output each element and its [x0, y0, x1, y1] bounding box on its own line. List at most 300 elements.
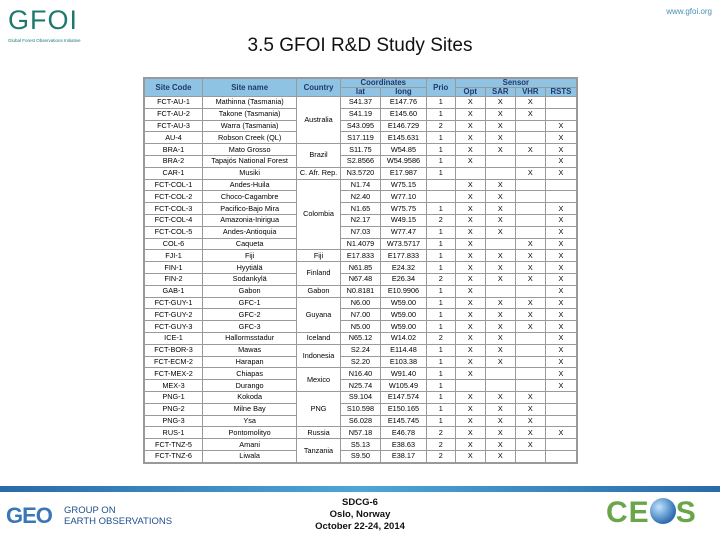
table-row	[145, 97, 577, 109]
prio-cell: 2	[426, 120, 455, 132]
lat-cell: S10.598	[340, 403, 380, 415]
site-name-cell: Amani	[203, 439, 297, 451]
rsts-cell	[545, 97, 576, 109]
opt-cell: X	[455, 155, 485, 167]
site-code-cell: FCT-TNZ-5	[145, 439, 203, 451]
country-cell: Fiji	[297, 250, 341, 262]
site-name-cell: Pacifico-Bajo Mira	[203, 203, 297, 215]
table-row	[145, 179, 577, 191]
vhr-cell	[515, 332, 545, 344]
vhr-cell: X	[515, 427, 545, 439]
lat-cell: S6.028	[340, 415, 380, 427]
opt-cell	[455, 380, 485, 392]
country-cell: Finland	[297, 262, 341, 286]
rsts-cell	[545, 191, 576, 203]
long-cell: W75.15	[381, 179, 427, 191]
site-code-cell: FCT-ECM-2	[145, 356, 203, 368]
site-code-cell: PNG-3	[145, 415, 203, 427]
lat-cell: S9.50	[340, 450, 380, 462]
table-row	[145, 356, 577, 368]
country-cell: Iceland	[297, 332, 341, 344]
table-row	[145, 214, 577, 226]
opt-cell: X	[455, 285, 485, 297]
header-long: long	[381, 88, 427, 97]
opt-cell: X	[455, 415, 485, 427]
long-cell: E145.631	[381, 132, 427, 144]
rsts-cell: X	[545, 262, 576, 274]
lat-cell: N1.74	[340, 179, 380, 191]
site-code-cell: BRA-1	[145, 144, 203, 156]
study-sites-table	[143, 77, 578, 464]
prio-cell: 1	[426, 132, 455, 144]
table-row	[145, 167, 577, 179]
lat-cell: S9.104	[340, 391, 380, 403]
site-name-cell: Tapajós National Forest	[203, 155, 297, 167]
lat-cell: S17.119	[340, 132, 380, 144]
prio-cell: 1	[426, 144, 455, 156]
long-cell: E147.76	[381, 97, 427, 109]
vhr-cell	[515, 132, 545, 144]
table-row	[145, 321, 577, 333]
website-url[interactable]: www.gfoi.org	[666, 7, 712, 16]
lat-cell: N2.17	[340, 214, 380, 226]
vhr-cell: X	[515, 108, 545, 120]
rsts-cell: X	[545, 167, 576, 179]
rsts-cell: X	[545, 321, 576, 333]
table-row	[145, 380, 577, 392]
sar-cell: X	[485, 391, 515, 403]
rsts-cell: X	[545, 344, 576, 356]
site-code-cell: MEX-3	[145, 380, 203, 392]
table-row	[145, 144, 577, 156]
site-code-cell: FCT-BOR-3	[145, 344, 203, 356]
sar-cell	[485, 368, 515, 380]
country-cell: C. Afr. Rep.	[297, 167, 341, 179]
table-row	[145, 427, 577, 439]
site-name-cell: Amazonia-Inirigua	[203, 214, 297, 226]
lat-cell: N25.74	[340, 380, 380, 392]
prio-cell: 2	[426, 427, 455, 439]
sar-cell	[485, 380, 515, 392]
header-country: Country	[297, 79, 341, 97]
prio-cell: 1	[426, 391, 455, 403]
vhr-cell: X	[515, 238, 545, 250]
lat-cell: S41.37	[340, 97, 380, 109]
site-name-cell: Sodankylä	[203, 273, 297, 285]
site-code-cell: PNG-1	[145, 391, 203, 403]
table-row	[145, 108, 577, 120]
opt-cell: X	[455, 108, 485, 120]
long-cell: E145.745	[381, 415, 427, 427]
long-cell: E145.60	[381, 108, 427, 120]
long-cell: E150.165	[381, 403, 427, 415]
rsts-cell	[545, 439, 576, 451]
sar-cell: X	[485, 439, 515, 451]
ceos-logo	[606, 496, 706, 532]
geo-logo-mark: GEO	[6, 503, 52, 528]
sar-cell	[485, 285, 515, 297]
vhr-cell	[515, 203, 545, 215]
site-code-cell: FCT-GUY-2	[145, 309, 203, 321]
opt-cell: X	[455, 97, 485, 109]
lat-cell: N67.48	[340, 273, 380, 285]
sar-cell: X	[485, 97, 515, 109]
lat-cell: N5.00	[340, 321, 380, 333]
prio-cell: 2	[426, 332, 455, 344]
site-name-cell: GFC-1	[203, 297, 297, 309]
opt-cell: X	[455, 439, 485, 451]
rsts-cell: X	[545, 356, 576, 368]
rsts-cell: X	[545, 238, 576, 250]
lat-cell: N57.18	[340, 427, 380, 439]
vhr-cell: X	[515, 262, 545, 274]
lat-cell: N7.00	[340, 309, 380, 321]
country-cell: Tanzania	[297, 439, 341, 463]
sar-cell: X	[485, 297, 515, 309]
prio-cell: 1	[426, 356, 455, 368]
vhr-cell	[515, 380, 545, 392]
site-name-cell: Kokoda	[203, 391, 297, 403]
site-name-cell: Liwala	[203, 450, 297, 462]
rsts-cell: X	[545, 380, 576, 392]
opt-cell: X	[455, 179, 485, 191]
geo-logo	[6, 503, 186, 529]
long-cell: W77.10	[381, 191, 427, 203]
opt-cell: X	[455, 191, 485, 203]
long-cell: E46.78	[381, 427, 427, 439]
opt-cell: X	[455, 132, 485, 144]
long-cell: W59.00	[381, 297, 427, 309]
site-name-cell: Mato Grosso	[203, 144, 297, 156]
table-row	[145, 203, 577, 215]
lat-cell: S5.13	[340, 439, 380, 451]
footer-band	[0, 486, 720, 492]
site-name-cell: Andes-Huila	[203, 179, 297, 191]
prio-cell: 1	[426, 97, 455, 109]
table-row	[145, 332, 577, 344]
rsts-cell	[545, 108, 576, 120]
site-code-cell: ICE-1	[145, 332, 203, 344]
header-site-name: Site name	[203, 79, 297, 97]
rsts-cell	[545, 179, 576, 191]
sar-cell: X	[485, 321, 515, 333]
site-code-cell: FCT-TNZ-6	[145, 450, 203, 462]
sar-cell: X	[485, 132, 515, 144]
site-name-cell: Robson Creek (QL)	[203, 132, 297, 144]
vhr-cell: X	[515, 309, 545, 321]
meeting-location: Oslo, Norway	[329, 509, 391, 520]
opt-cell: X	[455, 344, 485, 356]
header-sensor: Sensor	[455, 79, 576, 88]
opt-cell: X	[455, 332, 485, 344]
site-name-cell: Gabon	[203, 285, 297, 297]
opt-cell: X	[455, 356, 485, 368]
prio-cell: 1	[426, 238, 455, 250]
table-row	[145, 403, 577, 415]
table-row	[145, 309, 577, 321]
lat-cell: N6.00	[340, 297, 380, 309]
prio-cell: 1	[426, 415, 455, 427]
country-cell: Guyana	[297, 297, 341, 332]
site-code-cell: FJI-1	[145, 250, 203, 262]
long-cell: W75.75	[381, 203, 427, 215]
rsts-cell: X	[545, 297, 576, 309]
site-code-cell: FIN-2	[145, 273, 203, 285]
sar-cell: X	[485, 262, 515, 274]
rsts-cell: X	[545, 273, 576, 285]
prio-cell: 1	[426, 285, 455, 297]
sar-cell: X	[485, 250, 515, 262]
rsts-cell	[545, 450, 576, 462]
long-cell: E38.63	[381, 439, 427, 451]
prio-cell: 1	[426, 368, 455, 380]
site-code-cell: FCT-COL-3	[145, 203, 203, 215]
opt-cell: X	[455, 273, 485, 285]
site-code-cell: AU-4	[145, 132, 203, 144]
opt-cell: X	[455, 226, 485, 238]
site-name-cell: GFC-2	[203, 309, 297, 321]
country-cell: Mexico	[297, 368, 341, 392]
site-code-cell: PNG-2	[145, 403, 203, 415]
table-row	[145, 368, 577, 380]
prio-cell: 1	[426, 167, 455, 179]
long-cell: E24.32	[381, 262, 427, 274]
lat-cell: S43.095	[340, 120, 380, 132]
prio-cell: 1	[426, 108, 455, 120]
long-cell: W91.40	[381, 368, 427, 380]
site-name-cell: Pontomolityo	[203, 427, 297, 439]
sar-cell: X	[485, 120, 515, 132]
geo-logo-text	[64, 505, 172, 527]
table-row	[145, 262, 577, 274]
site-name-cell: Hallormsstadur	[203, 332, 297, 344]
geo-line-1: GROUP ON	[64, 505, 116, 516]
site-code-cell: FCT-AU-2	[145, 108, 203, 120]
site-name-cell: GFC-3	[203, 321, 297, 333]
site-code-cell: FCT-COL-1	[145, 179, 203, 191]
site-name-cell: Mathinna (Tasmania)	[203, 97, 297, 109]
site-name-cell: Ysa	[203, 415, 297, 427]
meeting-name: SDCG-6	[342, 497, 378, 508]
lat-cell: S2.24	[340, 344, 380, 356]
lat-cell: N1.4079	[340, 238, 380, 250]
site-name-cell: Milne Bay	[203, 403, 297, 415]
opt-cell	[455, 167, 485, 179]
site-code-cell: FCT-COL-2	[145, 191, 203, 203]
vhr-cell	[515, 191, 545, 203]
prio-cell: 1	[426, 297, 455, 309]
prio-cell: 1	[426, 203, 455, 215]
vhr-cell	[515, 356, 545, 368]
lat-cell: N1.65	[340, 203, 380, 215]
meeting-info	[280, 497, 440, 533]
sar-cell: X	[485, 427, 515, 439]
vhr-cell	[515, 450, 545, 462]
site-code-cell: BRA-2	[145, 155, 203, 167]
sar-cell: X	[485, 415, 515, 427]
ceos-text-right: S	[675, 496, 697, 529]
long-cell: E103.38	[381, 356, 427, 368]
prio-cell: 1	[426, 380, 455, 392]
site-name-cell: Warra (Tasmania)	[203, 120, 297, 132]
vhr-cell	[515, 285, 545, 297]
prio-cell: 2	[426, 450, 455, 462]
site-code-cell: FCT-GUY-3	[145, 321, 203, 333]
opt-cell: X	[455, 309, 485, 321]
lat-cell: S11.75	[340, 144, 380, 156]
sar-cell: X	[485, 108, 515, 120]
opt-cell: X	[455, 403, 485, 415]
sar-cell: X	[485, 144, 515, 156]
lat-cell: N16.40	[340, 368, 380, 380]
vhr-cell: X	[515, 167, 545, 179]
sar-cell: X	[485, 191, 515, 203]
country-cell: Russia	[297, 427, 341, 439]
rsts-cell: X	[545, 285, 576, 297]
site-name-cell: Choco-Cagambre	[203, 191, 297, 203]
site-code-cell: RUS-1	[145, 427, 203, 439]
long-cell: W105.49	[381, 380, 427, 392]
long-cell: E147.574	[381, 391, 427, 403]
rsts-cell: X	[545, 427, 576, 439]
opt-cell: X	[455, 144, 485, 156]
table-row	[145, 391, 577, 403]
site-name-cell: Mawas	[203, 344, 297, 356]
opt-cell: X	[455, 427, 485, 439]
prio-cell: 1	[426, 262, 455, 274]
table-row	[145, 155, 577, 167]
lat-cell: N65.12	[340, 332, 380, 344]
sar-cell: X	[485, 214, 515, 226]
long-cell: E17.987	[381, 167, 427, 179]
prio-cell: 1	[426, 226, 455, 238]
opt-cell: X	[455, 238, 485, 250]
header-sar: SAR	[485, 88, 515, 97]
table-row	[145, 415, 577, 427]
vhr-cell	[515, 155, 545, 167]
opt-cell: X	[455, 450, 485, 462]
prio-cell: 2	[426, 214, 455, 226]
gfoi-logo-subtext: Global Forest Observations Initiative	[8, 38, 81, 43]
rsts-cell	[545, 403, 576, 415]
table-row	[145, 191, 577, 203]
vhr-cell	[515, 344, 545, 356]
lat-cell: N2.40	[340, 191, 380, 203]
header-prio: Prio	[426, 79, 455, 97]
table-row	[145, 297, 577, 309]
rsts-cell: X	[545, 368, 576, 380]
prio-cell	[426, 191, 455, 203]
vhr-cell: X	[515, 97, 545, 109]
vhr-cell	[515, 120, 545, 132]
vhr-cell: X	[515, 297, 545, 309]
prio-cell: 1	[426, 250, 455, 262]
site-code-cell: CAR-1	[145, 167, 203, 179]
lat-cell: N61.85	[340, 262, 380, 274]
rsts-cell: X	[545, 203, 576, 215]
table-row	[145, 439, 577, 451]
site-code-cell: FIN-1	[145, 262, 203, 274]
header-lat: lat	[340, 88, 380, 97]
rsts-cell: X	[545, 144, 576, 156]
lat-cell: N3.5720	[340, 167, 380, 179]
opt-cell: X	[455, 368, 485, 380]
table-row	[145, 238, 577, 250]
prio-cell: 1	[426, 309, 455, 321]
prio-cell: 1	[426, 344, 455, 356]
site-name-cell: Takone (Tasmania)	[203, 108, 297, 120]
vhr-cell: X	[515, 391, 545, 403]
lat-cell: S2.8566	[340, 155, 380, 167]
sar-cell	[485, 167, 515, 179]
sar-cell	[485, 238, 515, 250]
table-row	[145, 250, 577, 262]
site-name-cell: Hyytiälä	[203, 262, 297, 274]
vhr-cell	[515, 368, 545, 380]
header-opt: Opt	[455, 88, 485, 97]
opt-cell: X	[455, 214, 485, 226]
rsts-cell: X	[545, 132, 576, 144]
gfoi-logo-text: GFOI	[8, 5, 78, 35]
meeting-dates: October 22-24, 2014	[315, 521, 405, 532]
rsts-cell	[545, 391, 576, 403]
long-cell: W54.85	[381, 144, 427, 156]
long-cell: W59.00	[381, 309, 427, 321]
prio-cell: 1	[426, 321, 455, 333]
opt-cell: X	[455, 262, 485, 274]
opt-cell: X	[455, 391, 485, 403]
rsts-cell: X	[545, 155, 576, 167]
header-coordinates: Coordinates	[340, 79, 426, 88]
long-cell: W73.5717	[381, 238, 427, 250]
vhr-cell: X	[515, 250, 545, 262]
sar-cell: X	[485, 226, 515, 238]
site-name-cell: Caqueta	[203, 238, 297, 250]
site-name-cell: Durango	[203, 380, 297, 392]
site-name-cell: Chiapas	[203, 368, 297, 380]
country-cell: Brazil	[297, 144, 341, 168]
vhr-cell: X	[515, 321, 545, 333]
long-cell: E38.17	[381, 450, 427, 462]
header-rsts: RSTS	[545, 88, 576, 97]
table-row	[145, 285, 577, 297]
table-body	[145, 97, 577, 463]
opt-cell: X	[455, 120, 485, 132]
country-cell: Indonesia	[297, 344, 341, 368]
lat-cell: N7.03	[340, 226, 380, 238]
ceos-text-left: CE	[606, 496, 650, 529]
rsts-cell: X	[545, 250, 576, 262]
globe-icon	[650, 498, 676, 524]
sar-cell: X	[485, 309, 515, 321]
table-row	[145, 226, 577, 238]
long-cell: E26.34	[381, 273, 427, 285]
vhr-cell	[515, 214, 545, 226]
vhr-cell: X	[515, 439, 545, 451]
site-code-cell: GAB-1	[145, 285, 203, 297]
site-name-cell: Musiki	[203, 167, 297, 179]
header-site-code: Site Code	[145, 79, 203, 97]
long-cell: W14.02	[381, 332, 427, 344]
rsts-cell: X	[545, 309, 576, 321]
long-cell: E114.48	[381, 344, 427, 356]
opt-cell: X	[455, 250, 485, 262]
header-vhr: VHR	[515, 88, 545, 97]
vhr-cell: X	[515, 273, 545, 285]
site-name-cell: Fiji	[203, 250, 297, 262]
opt-cell: X	[455, 321, 485, 333]
table-row	[145, 344, 577, 356]
